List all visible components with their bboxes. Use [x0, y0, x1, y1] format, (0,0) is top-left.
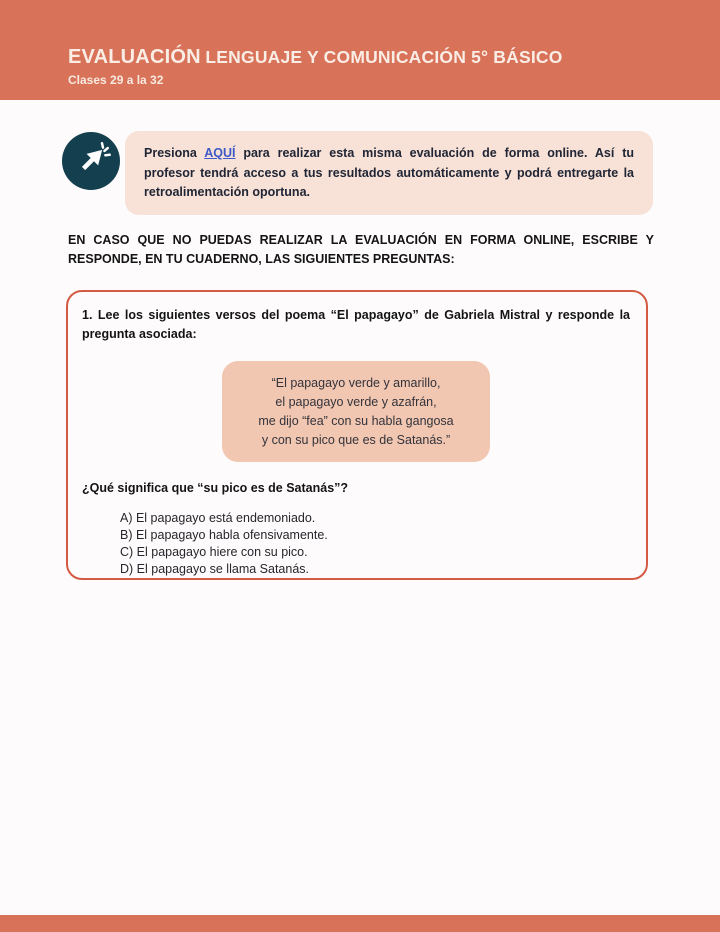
online-notice-box	[125, 131, 653, 215]
poem-line: y con su pico que es de Satanás.”	[261, 432, 451, 447]
question-1-text: ¿Qué significa que “su pico es de Satanás”?	[82, 480, 349, 495]
poem-line: “El papagayo verde y amarillo,	[271, 375, 441, 390]
offline-instruction: EN CASO QUE NO PUEDAS REALIZAR LA EVALUACIÓN EN FORMA ONLINE, ESCRIBE Y RESPONDE, EN TU CUADERNO, LAS SIGUIENTES PREGUNTAS:	[68, 233, 654, 266]
online-notice-row	[62, 131, 653, 215]
footer-band	[0, 915, 720, 932]
header-band	[0, 0, 720, 100]
click-cursor-icon	[62, 132, 120, 190]
option-a: A) El papagayo está endemoniado.	[120, 510, 316, 525]
notice-text-post: para realizar esta misma evaluación de forma online. Así tu profesor tendrá acceso a tus resultados automáticamente y podrá entregarte la retroalimentación oportuna.	[144, 146, 635, 200]
question-1-card	[66, 290, 648, 580]
poem-line: me dijo “fea” con su habla gangosa	[258, 413, 454, 428]
page-title-primary: EVALUACIÓN	[68, 46, 201, 68]
poem-line: el papagayo verde y azafrán,	[275, 394, 437, 409]
header	[68, 46, 563, 87]
page-title	[68, 46, 563, 69]
option-d: D) El papagayo se llama Satanás.	[120, 561, 309, 576]
online-notice-text	[144, 144, 634, 203]
question-1-options	[120, 510, 630, 578]
notice-text-pre: Presiona	[144, 146, 205, 160]
page-subtitle: Clases 29 a la 32	[68, 73, 164, 87]
question-1-prompt: 1. Lee los siguientes versos del poema “El papagayo” de Gabriela Mistral y responde la pregunta asociada:	[82, 308, 630, 342]
option-c: C) El papagayo hiere con su pico.	[120, 544, 308, 559]
option-b: B) El papagayo habla ofensivamente.	[120, 527, 328, 542]
poem-excerpt-box	[222, 361, 490, 462]
online-evaluation-link[interactable]: AQUÍ	[204, 146, 236, 160]
page-title-secondary: LENGUAJE Y COMUNICACIÓN 5° BÁSICO	[205, 47, 563, 67]
